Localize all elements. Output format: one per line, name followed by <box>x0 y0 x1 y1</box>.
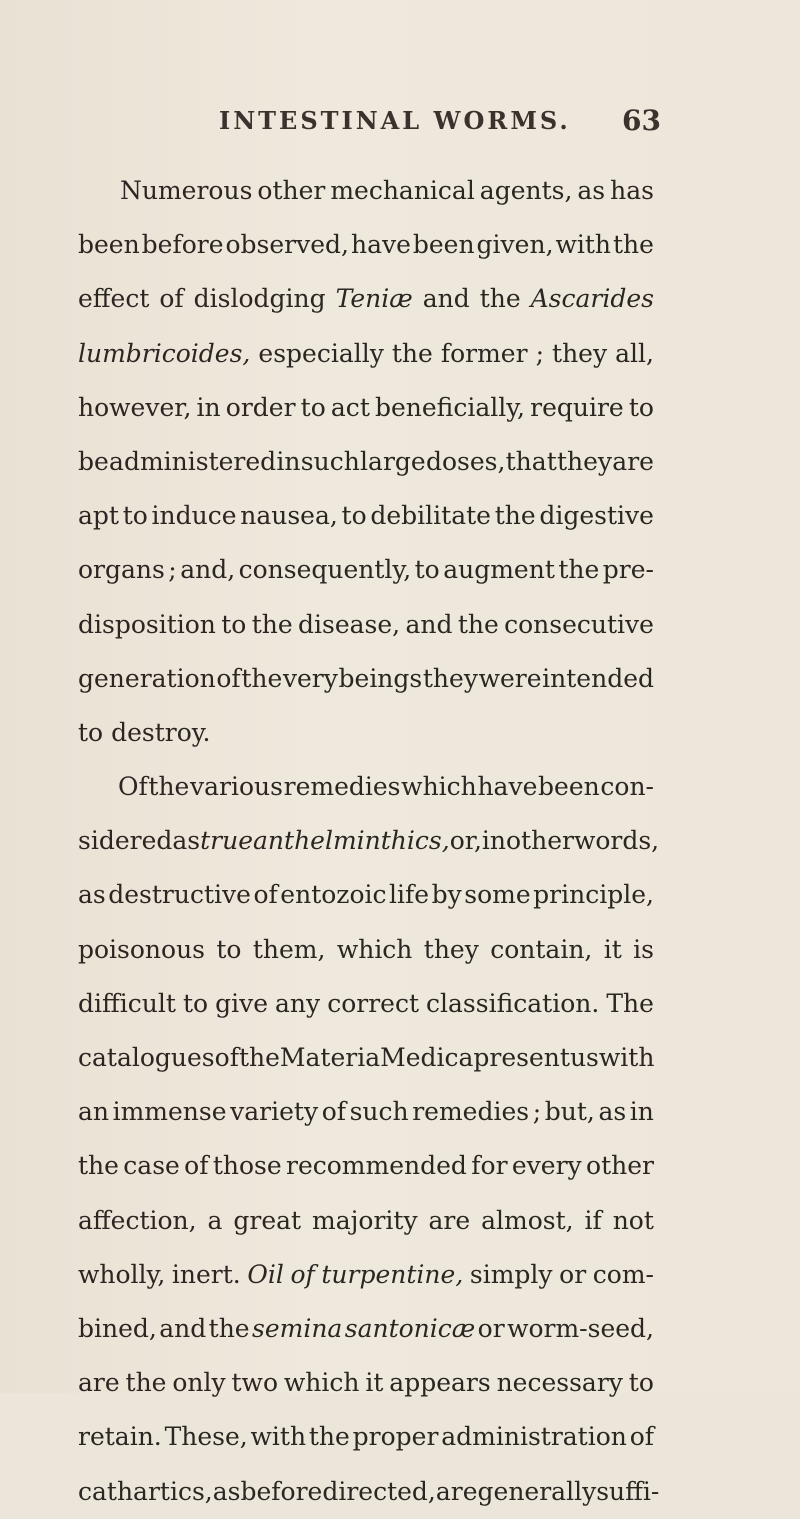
word: with <box>598 1043 655 1072</box>
word: of <box>629 1422 654 1452</box>
word: administration <box>441 1422 627 1452</box>
text-line <box>78 868 654 922</box>
word: they <box>556 446 613 476</box>
text-line <box>78 1248 654 1302</box>
word: consecutive <box>504 609 654 639</box>
word: Ascarides <box>530 284 654 314</box>
word: beneficially, <box>374 392 525 422</box>
word: are <box>428 1205 471 1235</box>
word: true <box>200 826 254 856</box>
word: order <box>225 392 296 422</box>
word: contain, <box>490 934 593 964</box>
word: as <box>577 176 606 205</box>
word: case <box>123 1151 180 1181</box>
word: of <box>159 284 184 314</box>
word: to <box>221 609 247 639</box>
word: to <box>628 1368 654 1398</box>
word: in <box>276 446 301 476</box>
word: in <box>481 826 506 856</box>
word: Medica <box>380 1043 474 1072</box>
word: of <box>321 1097 346 1127</box>
word: Numerous <box>120 176 253 205</box>
word: to <box>628 392 654 422</box>
word: as <box>78 880 106 910</box>
word: retain. <box>78 1422 162 1452</box>
word: present <box>473 1043 570 1072</box>
word: as <box>212 1476 241 1506</box>
word: any <box>275 988 321 1018</box>
word: been <box>78 230 140 260</box>
word: not <box>612 1205 654 1235</box>
word: former <box>440 338 528 368</box>
word: for <box>471 1151 508 1181</box>
word: and <box>422 284 470 314</box>
text-line <box>78 1085 654 1139</box>
word: ; <box>532 1097 542 1127</box>
word: apt <box>78 501 119 531</box>
text-line <box>78 435 654 489</box>
word: the <box>494 501 536 531</box>
word: some <box>464 880 531 910</box>
word: majority <box>312 1205 418 1235</box>
word: to <box>216 934 242 964</box>
word: they <box>423 934 479 964</box>
word: however, <box>78 392 192 422</box>
word: sidered <box>78 826 173 856</box>
word: the <box>241 663 283 693</box>
text-line <box>78 1410 654 1464</box>
word: of <box>253 880 278 910</box>
word: agents, <box>479 176 573 205</box>
word: ; <box>535 338 545 368</box>
word: such <box>300 446 360 476</box>
text-line <box>78 272 654 326</box>
text-line <box>78 1302 654 1356</box>
word: especially <box>258 338 384 368</box>
word: as <box>172 826 201 856</box>
word: by <box>431 880 462 910</box>
text-line <box>78 1356 654 1410</box>
word: disease, <box>298 609 401 639</box>
word: santonicæ <box>344 1313 476 1343</box>
word: inert. <box>171 1259 241 1289</box>
word: of <box>290 1259 315 1289</box>
word: and <box>405 609 453 639</box>
word: is <box>633 934 654 964</box>
word: to <box>341 501 367 531</box>
word: suffi- <box>596 1476 660 1506</box>
word: worm-seed, <box>507 1313 654 1343</box>
word: semina <box>252 1313 343 1343</box>
word: various <box>190 772 283 802</box>
word: has <box>610 176 654 205</box>
word: poisonous <box>78 934 206 964</box>
word: mechanical <box>330 176 475 205</box>
word: anthelminthics, <box>253 826 450 856</box>
word: they <box>422 663 478 693</box>
word: consequently, <box>238 555 412 585</box>
word: organs <box>78 555 165 585</box>
text-line <box>78 760 654 814</box>
word: great <box>233 1205 302 1235</box>
word: the <box>148 772 190 802</box>
word: which <box>336 934 413 964</box>
word: correct <box>327 988 419 1018</box>
word: life <box>389 880 430 910</box>
word: those <box>212 1151 282 1181</box>
word: other <box>586 1151 654 1181</box>
word: the <box>558 555 600 585</box>
word: other <box>257 176 326 205</box>
text-line <box>78 977 654 1031</box>
word: with <box>555 230 612 260</box>
word: before <box>240 1476 323 1506</box>
word: generation <box>78 663 216 693</box>
text-line <box>78 543 654 597</box>
word: difficult <box>78 988 176 1018</box>
word: remedies <box>283 772 401 802</box>
word: were <box>478 663 542 693</box>
word: to <box>414 555 440 585</box>
word: Oil <box>247 1259 284 1289</box>
word: disposition <box>78 609 216 639</box>
word: been <box>412 230 475 260</box>
word: turpentine, <box>321 1259 464 1289</box>
word: the <box>78 1151 119 1181</box>
word: the <box>308 1422 350 1452</box>
word: con- <box>600 772 654 802</box>
word: it <box>365 1368 384 1398</box>
text-line <box>78 164 654 218</box>
word: induce <box>151 501 237 531</box>
word: before <box>141 230 224 260</box>
text-line <box>78 381 654 435</box>
word: have <box>477 772 538 802</box>
word: affection, <box>78 1205 197 1235</box>
word: be <box>78 446 109 476</box>
word: augment <box>443 555 555 585</box>
word: catalogues <box>78 1043 215 1072</box>
word: give <box>215 988 268 1018</box>
word: or <box>477 1313 505 1343</box>
word: the <box>125 1368 167 1398</box>
running-title: INTESTINAL WORMS. <box>219 106 571 135</box>
body-text <box>78 164 660 1519</box>
text-line <box>78 1031 654 1085</box>
word: directed, <box>322 1476 436 1506</box>
word: lumbricoides, <box>78 338 251 368</box>
word: as <box>598 1097 627 1127</box>
word: to <box>300 392 326 422</box>
word: and, <box>180 555 236 585</box>
word: These, <box>164 1422 248 1452</box>
word: which <box>283 1368 360 1398</box>
word: all, <box>615 338 654 368</box>
word: the <box>479 284 521 314</box>
text-line <box>78 706 654 760</box>
word: very <box>282 663 338 693</box>
word: entozoic <box>280 880 387 910</box>
word: Teniæ <box>335 284 413 314</box>
word: of <box>216 663 241 693</box>
word: administered <box>109 446 277 476</box>
word: simply <box>469 1259 553 1289</box>
word: that <box>505 446 557 476</box>
word: intended <box>542 663 654 693</box>
word: ; <box>168 555 177 585</box>
word: of <box>214 1043 239 1072</box>
text-line <box>78 923 654 977</box>
word: Materia <box>279 1043 381 1072</box>
word: wholly, <box>78 1259 166 1289</box>
word: but, <box>544 1097 595 1127</box>
word: us <box>569 1043 599 1072</box>
word: act <box>330 392 370 422</box>
word: the <box>613 230 654 260</box>
word: nausea, <box>240 501 338 531</box>
word: other <box>506 826 574 856</box>
word: proper <box>352 1422 439 1452</box>
page-number: 63 <box>622 104 661 137</box>
word: two <box>231 1368 279 1398</box>
word: are <box>612 446 654 476</box>
word: the <box>391 338 433 368</box>
word: such <box>349 1097 409 1127</box>
word: with <box>250 1422 307 1452</box>
word: beings <box>338 663 423 693</box>
word: immense <box>112 1097 227 1127</box>
word: cathartics, <box>78 1476 213 1506</box>
word: and <box>159 1313 207 1343</box>
text-line <box>78 652 654 706</box>
word: observed, <box>225 230 349 260</box>
word: pre- <box>602 555 654 585</box>
text-line <box>78 489 654 543</box>
word: been <box>538 772 600 802</box>
word: or, <box>449 826 482 856</box>
word: only <box>172 1368 226 1398</box>
word: The <box>606 988 654 1018</box>
word: doses, <box>425 446 506 476</box>
word: in <box>629 1097 654 1127</box>
word: digestive <box>539 501 654 531</box>
word: require <box>530 392 624 422</box>
word: which <box>401 772 477 802</box>
text-line <box>78 327 654 381</box>
text-line <box>78 814 660 868</box>
word: or <box>559 1259 587 1289</box>
text-line <box>78 598 654 652</box>
word: every <box>511 1151 582 1181</box>
word: the <box>208 1313 250 1343</box>
word: words, <box>573 826 660 856</box>
word: dislodging <box>193 284 326 314</box>
word: the <box>251 609 293 639</box>
word: principle, <box>533 880 654 910</box>
text-line <box>78 1139 654 1193</box>
word: large <box>360 446 426 476</box>
word: bined, <box>78 1313 157 1343</box>
word: to <box>78 717 104 747</box>
word: the <box>457 609 499 639</box>
word: the <box>238 1043 280 1072</box>
word: destructive <box>108 880 251 910</box>
word: appears <box>389 1368 491 1398</box>
word: to <box>182 988 209 1018</box>
word: an <box>78 1097 110 1127</box>
word: have <box>350 230 411 260</box>
word: it <box>603 934 622 964</box>
word: effect <box>78 284 150 314</box>
page-header <box>0 106 800 146</box>
word: to <box>122 501 148 531</box>
word: they <box>552 338 608 368</box>
text-line <box>78 1465 660 1519</box>
word: of <box>184 1151 209 1181</box>
word: given, <box>476 230 554 260</box>
word: com- <box>592 1259 654 1289</box>
text-line <box>78 218 654 272</box>
word: classification. <box>426 988 600 1018</box>
word: remedies <box>412 1097 530 1127</box>
word: Of <box>118 772 148 802</box>
word: them, <box>252 934 326 964</box>
word: generally <box>477 1476 597 1506</box>
word: necessary <box>496 1368 623 1398</box>
word: destroy. <box>111 717 211 747</box>
word: debilitate <box>370 501 491 531</box>
word: if <box>584 1205 602 1235</box>
word: are <box>435 1476 478 1506</box>
word: a <box>207 1205 223 1235</box>
text-line <box>78 1194 654 1248</box>
word: are <box>78 1368 120 1398</box>
word: in <box>196 392 221 422</box>
word: recommended <box>286 1151 467 1181</box>
word: almost, <box>481 1205 574 1235</box>
word: variety <box>230 1097 319 1127</box>
